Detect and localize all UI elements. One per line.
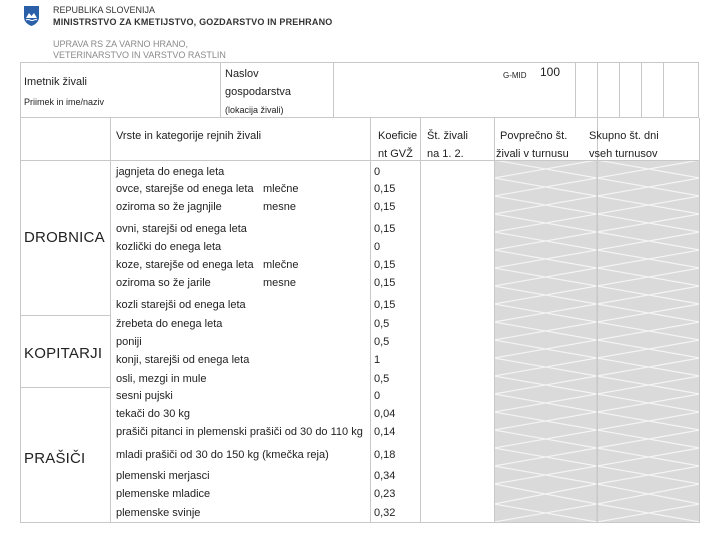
table-row-label: koze, starejše od enega leta	[116, 259, 254, 271]
address-label-line2: gospodarstva	[225, 86, 292, 98]
group-label-prasici: PRAŠIČI	[24, 450, 86, 467]
table-row-coefficient: 0,15	[374, 259, 396, 271]
ministry-label: MINISTRSTVO ZA KMETIJSTVO, GOZDARSTVO IN PREHRANO	[53, 17, 333, 27]
col-header-avg-line1: Povprečno št.	[500, 130, 568, 142]
agency-line-2: VETERINARSTVO IN VARSTVO RASTLIN	[53, 50, 226, 60]
col-header-avg-line2: živali v turnusu	[496, 148, 569, 160]
col-header-coef-line2: nt GVŽ	[378, 148, 413, 160]
table-row-coefficient: 0,14	[374, 426, 396, 438]
table-row-label: mladi prašiči od 30 do 150 kg (kmečka reja)	[116, 449, 329, 461]
table-row-coefficient: 0,15	[374, 201, 396, 213]
owner-label: Imetnik živali	[24, 76, 87, 88]
table-row-coefficient: 0	[374, 166, 381, 178]
col-header-count-line2: na 1. 2.	[427, 148, 464, 160]
table-row-label: sesni pujski	[116, 390, 173, 402]
table-row-label: osli, mezgi in mule	[116, 373, 207, 385]
table-row-label: jagnjeta do enega leta	[116, 166, 225, 178]
address-label-line1: Naslov	[225, 68, 259, 80]
col-header-coef-line1: Koeficie	[378, 130, 418, 142]
table-row-label: plemenske svinje	[116, 507, 201, 519]
table-row-label: plemenske mladice	[116, 488, 211, 500]
table-row-coefficient: 0,15	[374, 277, 396, 289]
republic-label: REPUBLIKA SLOVENIJA	[53, 5, 156, 15]
col-header-total-line2: vseh turnusov	[589, 148, 658, 160]
table-row-label: žrebeta do enega leta	[116, 318, 223, 330]
table-row-coefficient: 0,5	[374, 318, 390, 330]
table-row-coefficient: 0,32	[374, 507, 396, 519]
group-label-kopitarji: KOPITARJI	[24, 345, 103, 362]
table-row-coefficient: 0,15	[374, 183, 396, 195]
col-header-total-line1: Skupno št. dni	[589, 130, 659, 142]
agency-line-1: UPRAVA RS ZA VARNO HRANO,	[53, 39, 189, 49]
table-row-label: tekači do 30 kg	[116, 408, 190, 420]
table-row-coefficient: 0,18	[374, 449, 396, 461]
table-row-coefficient: 0,5	[374, 373, 390, 385]
slovenia-coat-of-arms-icon	[24, 6, 39, 26]
table-row-coefficient: 0,5	[374, 336, 390, 348]
table-row-label: ovni, starejši od enega leta	[116, 223, 247, 235]
name-label: Priimek in ime/naziv	[24, 97, 105, 107]
table-row-coefficient: 0,34	[374, 470, 396, 482]
table-row-label: oziroma so že jarile	[116, 277, 211, 289]
table-row-label: plemenski merjasci	[116, 470, 210, 482]
col-header-category: Vrste in kategorije rejnih živali	[116, 130, 262, 142]
gmid-label: G-MID	[503, 71, 527, 80]
table-row-subtype: mlečne	[263, 259, 299, 271]
table-row-subtype: mesne	[263, 201, 297, 213]
table-row-coefficient: 0	[374, 390, 381, 402]
table-row-subtype: mesne	[263, 277, 297, 289]
address-label-line3: (lokacija živali)	[225, 105, 284, 115]
table-row-label: ovce, starejše od enega leta	[116, 183, 254, 195]
table-row-coefficient: 0	[374, 241, 381, 253]
table-row-subtype: mlečne	[263, 183, 299, 195]
table-row-coefficient: 0,15	[374, 223, 396, 235]
gmid-value: 100	[540, 65, 561, 79]
table-row-coefficient: 0,15	[374, 299, 396, 311]
table-row-label: oziroma so že jagnjile	[116, 201, 222, 213]
table-row-coefficient: 0,23	[374, 488, 396, 500]
group-label-drobnica: DROBNICA	[24, 229, 105, 246]
table-row-coefficient: 1	[374, 354, 381, 366]
table-row-label: poniji	[116, 336, 142, 348]
table-row-coefficient: 0,04	[374, 408, 396, 420]
table-row-label: kozli starejši od enega leta	[116, 299, 246, 311]
table-row-label: prašiči pitanci in plemenski prašiči od 30 do 110 kg	[116, 426, 363, 438]
table-row-label: kozlički do enega leta	[116, 241, 222, 253]
table-row-label: konji, starejši od enega leta	[116, 354, 250, 366]
col-header-count-line1: Št. živali	[427, 130, 468, 142]
